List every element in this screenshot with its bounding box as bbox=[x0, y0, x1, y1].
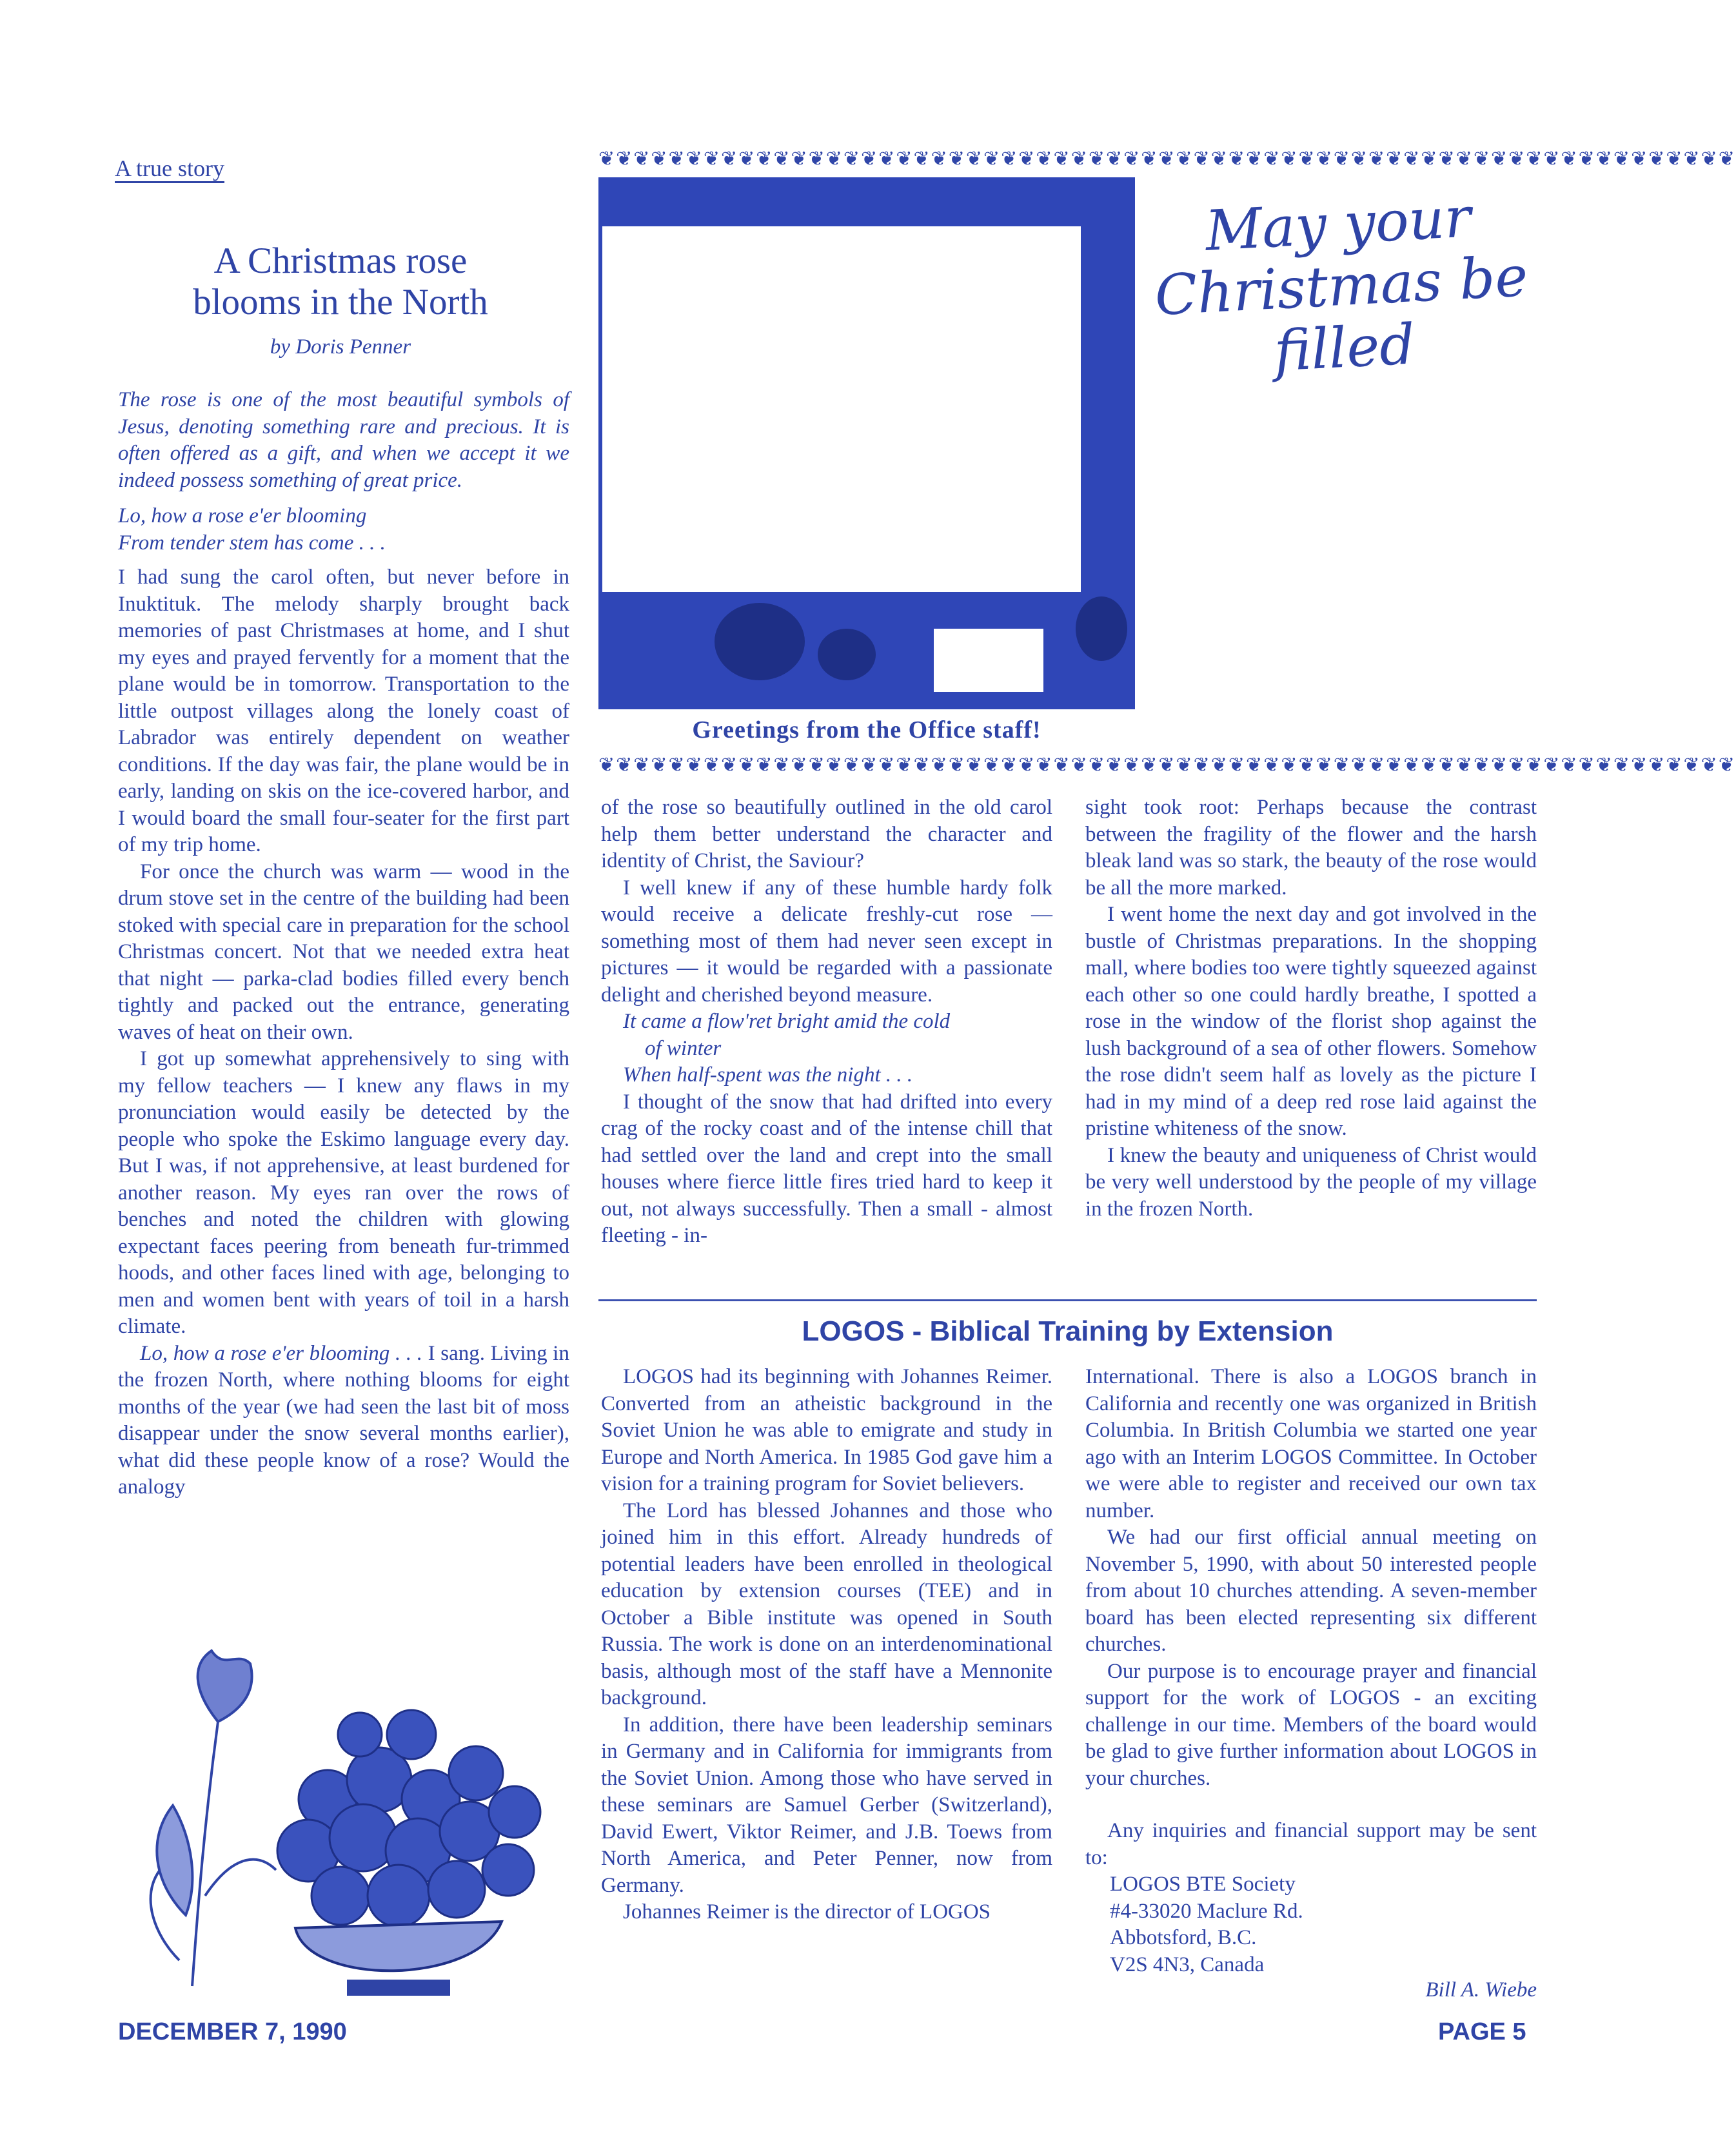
story-paragraph: I got up somewhat apprehensively to sing with my fellow teachers — I knew any flaws in my pronunciation would easily be detected by the people who spoke the Eskimo language every day. But I was, if not apprehensive, at least burdened for another reason. My eyes ran over the rows of benches and noted the children with glowing expectant faces peering from beneath fur-trimmed hoods, and other faces lined with age, belonging to men and women bent with years of toil in a harsh climate. bbox=[118, 1047, 569, 1338]
page-number: PAGE 5 bbox=[1438, 2018, 1526, 2045]
story-headline bbox=[115, 241, 566, 323]
story-paragraph: I thought of the snow that had drifted into every crag of the rocky coast and of the intense chill that had settled over the land and crept into the small houses where fierce little fires tried hard to keep it out, not always successfully. Then a small - almost fleeting - in- bbox=[601, 1090, 1052, 1247]
address-line: LOGOS BTE Society bbox=[1110, 1873, 1296, 1896]
paragraph-text: I sang. Living in the frozen North, where nothing blooms for eight months of the year (we had seen the last bit of moss disappear under the snow several months earlier), what did these people know of a rose? Would the analogy bbox=[118, 1341, 569, 1499]
story-column-3 bbox=[1085, 794, 1537, 1223]
photo-caption: Greetings from the Office staff! bbox=[692, 716, 1041, 743]
flowers-illustration bbox=[115, 1625, 579, 2012]
issue-date: DECEMBER 7, 1990 bbox=[118, 2018, 347, 2045]
story-kicker: A true story bbox=[115, 155, 224, 181]
verse-2-line-1: It came a flow'ret bright amid the cold bbox=[623, 1010, 951, 1033]
greeting-line-1: May your bbox=[1203, 185, 1473, 264]
logos-paragraph: In addition, there have been leadership seminars in Germany and in California for immigrants from the Soviet Union. Among those who have served in these seminars are Samuel Gerber (Switzerland), David Ewert, Viktor Reimer, and J.B. Toews from North America, and Peter Penner, now from Germany. bbox=[601, 1713, 1052, 1897]
logos-column-2 bbox=[1085, 1364, 1537, 2002]
verse-2 bbox=[601, 1008, 1052, 1089]
section-divider bbox=[598, 1299, 1537, 1301]
story-paragraph: I well knew if any of these humble hardy folk would receive a delicate freshly-cut rose — something most of them had never seen except in pictures — it would be regarded with a passionate delight and cherished beyond measure. bbox=[601, 876, 1052, 1007]
verse-1 bbox=[118, 503, 569, 556]
logos-column-1 bbox=[601, 1364, 1052, 1926]
photo-redaction bbox=[602, 226, 1081, 592]
logos-paragraph: Our purpose is to encourage prayer and financial support for the work of LOGOS - an exciting challenge in our time. Members of the board would be glad to give further information about LOGOS in your churches. bbox=[1085, 1659, 1537, 1790]
story-paragraph: I knew the beauty and uniqueness of Christ would be very well understood by the people of my village in the frozen North. bbox=[1085, 1143, 1537, 1221]
story-paragraph: I went home the next day and got involved in the bustle of Christmas preparations. In the shopping mall, where bodies too were tightly squeezed against each other so one could hardly breathe, I spotted a rose in the window of the florist shop against the lush background of a sea of other flowers. Somehow the rose didn't seem half as lovely as the picture I had in my mind of a deep red rose laid against the pristine whiteness of the snow. bbox=[1085, 903, 1537, 1140]
story-paragraph bbox=[118, 1341, 569, 1501]
address-line: Abbotsford, B.C. bbox=[1110, 1926, 1257, 1949]
greeting-line-2: Christmas be filled bbox=[1153, 244, 1530, 384]
logos-paragraph: The Lord has blessed Johannes and those who joined him in this effort. Already hundreds of potential leaders have been enrolled in theological education by extension courses (TEE) and in October a Bible institute was opened in South Russia. The work is done on an interdenominational basis, although most of the staff have a Mennonite background. bbox=[601, 1499, 1052, 1709]
story-paragraph: For once the church was warm — wood in the drum stove set in the centre of the building had been stoked with special care in preparation for the school Christmas concert. Not that we needed extra heat that night — parka-clad bodies filled every bench tightly and packed out the entrance, generating waves of heat on their own. bbox=[118, 860, 569, 1044]
verse-1-line-1: Lo, how a rose e'er blooming bbox=[118, 504, 367, 527]
story-column-2 bbox=[601, 794, 1052, 1250]
decorative-border-bottom: ❦❦❦❦❦❦❦❦❦❦❦❦❦❦❦❦❦❦❦❦❦❦❦❦❦❦❦❦❦❦❦❦❦❦❦❦❦❦❦❦❦❦❦❦❦❦❦❦❦❦❦❦❦❦❦❦❦❦❦❦❦❦❦❦❦ bbox=[598, 754, 1736, 776]
logos-paragraph: LOGOS had its beginning with Johannes Reimer. Converted from an atheistic background in the Soviet Union he was able to emigrate and study in Europe and North America. In 1985 God gave him a vision for a training program for Soviet believers. bbox=[601, 1365, 1052, 1495]
story-intro: The rose is one of the most beautiful symbols of Jesus, denoting something rare and precious. It is often offered as a gift, and when we accept it we indeed possess something of great price. bbox=[118, 388, 569, 492]
verse-2-line-3: When half-spent was the night . . . bbox=[623, 1063, 913, 1087]
inquiries-text: Any inquiries and financial support may be sent to: bbox=[1085, 1819, 1537, 1869]
headline-line-1: A Christmas rose bbox=[213, 241, 468, 282]
inline-verse: Lo, how a rose e'er blooming . . . bbox=[140, 1341, 422, 1365]
address-line: #4-33020 Maclure Rd. bbox=[1110, 1899, 1303, 1923]
story-column-1 bbox=[118, 387, 569, 1501]
logos-paragraph: Johannes Reimer is the director of LOGOS bbox=[623, 1900, 991, 1923]
decorative-border-top: ❦❦❦❦❦❦❦❦❦❦❦❦❦❦❦❦❦❦❦❦❦❦❦❦❦❦❦❦❦❦❦❦❦❦❦❦❦❦❦❦❦❦❦❦❦❦❦❦❦❦❦❦❦❦❦❦❦❦❦❦❦❦❦❦❦ bbox=[598, 148, 1736, 170]
photo-detail bbox=[715, 603, 805, 680]
story-paragraph: I had sung the carol often, but never before in Inuktituk. The melody sharply brought back memories of past Christmases at home, and I shut my eyes and prayed fervently for a moment that the plane would be in tomorrow. Transportation to the little outpost villages along the lonely coast of Labrador was entirely dependent on weather conditions. If the day was fair, the plane would be in early, landing on skis on the ice-covered harbor, and I would board the small four-seater for the first part of my trip home. bbox=[118, 566, 569, 856]
author-signature: Bill A. Wiebe bbox=[1425, 1978, 1537, 2002]
address-line: V2S 4N3, Canada bbox=[1110, 1953, 1265, 1976]
byline: by Doris Penner bbox=[270, 335, 411, 359]
logos-heading: LOGOS - Biblical Training by Extension bbox=[802, 1315, 1334, 1347]
christmas-greeting bbox=[1137, 183, 1546, 389]
photo-redaction bbox=[934, 629, 1043, 692]
logos-paragraph: We had our first official annual meeting on November 5, 1990, with about 50 interested people from about 10 churches attending. A seven-member board has been elected representing six different churches. bbox=[1085, 1526, 1537, 1656]
office-staff-photo bbox=[598, 177, 1135, 709]
logos-paragraph: International. There is also a LOGOS branch in California and recently one was organized in British Columbia. In British Columbia we started one year ago with an Interim LOGOS Committee. In October we were able to register and received our own tax number. bbox=[1085, 1365, 1537, 1522]
headline-line-2: blooms in the North bbox=[193, 282, 488, 323]
photo-detail bbox=[1076, 596, 1127, 661]
mailing-address bbox=[1085, 1871, 1537, 1978]
verse-1-line-2: From tender stem has come . . . bbox=[118, 531, 386, 555]
verse-2-line-2: of winter bbox=[645, 1036, 722, 1060]
story-paragraph: of the rose so beautifully outlined in the old carol help them better understand the character and identity of Christ, the Saviour? bbox=[601, 796, 1052, 872]
story-paragraph: sight took root: Perhaps because the contrast between the fragility of the flower and the harsh bleak land was so stark, the beauty of the rose would be all the more marked. bbox=[1085, 796, 1537, 900]
photo-detail bbox=[818, 629, 876, 680]
